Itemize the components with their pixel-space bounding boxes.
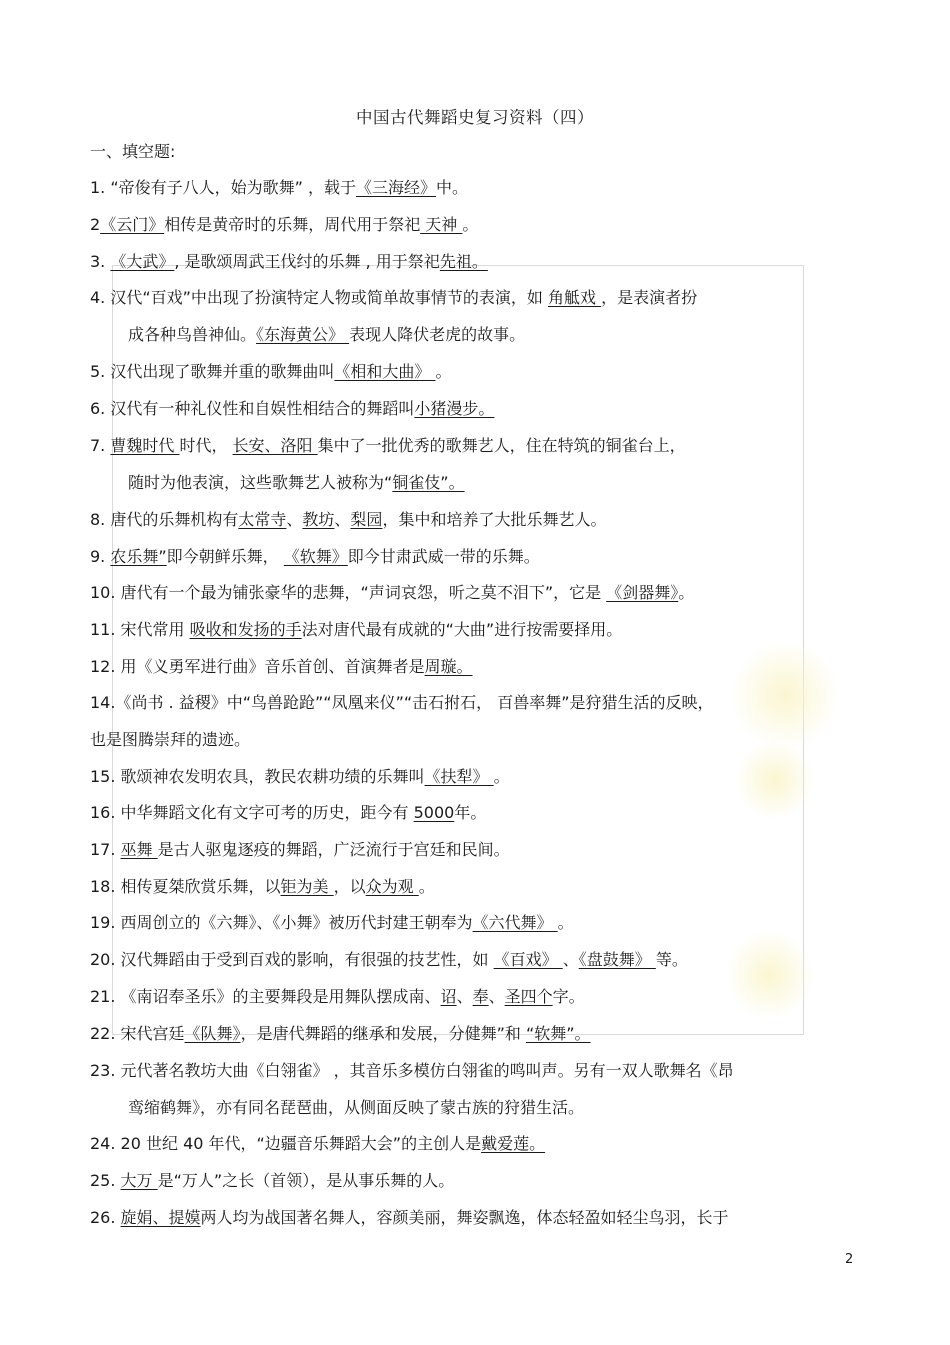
question-text: 年。 [454,803,487,822]
answer-blank: 《队舞》 [184,1024,241,1043]
decorative-glow [735,740,815,820]
question-text: ，集中和培养了大批乐舞艺人。 [382,510,607,529]
question-line [90,214,478,236]
question-text: 15. 歌颂神农发明农具，教民农耕功绩的乐舞叫 [90,767,425,786]
answer-blank: 角觝戏 [548,288,602,307]
answer-blank: 《三海经》 [356,178,437,197]
question-line [90,619,622,641]
question-text: 也是图腾崇拜的遗迹。 [90,730,251,749]
question-text: 14.《尚书 . 益稷》中“鸟兽跄跄”“凤凰来仪”“击石拊石， 百兽率舞”是狩猎生活的反映， [90,693,714,712]
question-line [128,1097,584,1119]
question-text: 法对唐代最有成就的“大曲”进行按需要择用。 [301,620,623,639]
answer-blank: 铜雀伎”。 [392,473,465,492]
question-text: 鸾缩鹤舞》，亦有同名琵琶曲，从侧面反映了蒙古族的狩猎生活。 [128,1098,585,1117]
question-text: 时代， [179,436,233,455]
answer-blank: 《大武》 [110,252,175,271]
question-text: 。 [493,767,510,786]
answer-blank: 《百戏》 [493,950,563,969]
question-text: 7. [90,436,111,455]
answer-blank: 《软舞》 [283,547,348,566]
question-text: 16. 中华舞蹈文化有文字可考的历史，距今有 [90,803,414,822]
question-text: 24. 20 世纪 40 年代，“边疆音乐舞蹈大会”的主创人是 [90,1134,482,1153]
answer-blank: 5000 [413,803,455,822]
question-text: 。 [418,877,435,896]
question-text: 即今朝鲜乐舞， [166,547,284,566]
question-line [90,692,714,714]
question-line [90,802,486,824]
answer-blank: 太常寺 [238,510,287,529]
question-text: 4. 汉代“百戏”中出现了扮演特定人物或简单故事情节的表演，如 [90,288,549,307]
question-line [90,912,574,934]
question-line [90,177,468,199]
question-line [90,1023,591,1045]
question-text: 25. [90,1171,121,1190]
question-text: 21. 《南诏奉圣乐》的主要舞段是用舞队摆成南、 [90,987,441,1006]
answer-blank: 《云门》 [100,215,165,234]
answer-blank: 巫舞 [120,840,158,859]
question-text: 10. 唐代有一个最为铺张豪华的悲舞，“声词哀怨，听之莫不泪下”，它是 [90,583,607,602]
question-text: 12. 用《义勇军进行曲》音乐首创、首演舞者是 [90,657,425,676]
question-text: 相传是黄帝时的乐舞，周代用于祭祀 [164,215,421,234]
question-line [128,472,465,494]
question-line [90,509,606,531]
question-line [90,876,435,898]
question-text: 、 [286,510,303,529]
answer-blank: 《东海黄公》 [256,325,350,344]
question-text: 23. 元代著名教坊大曲《白翎雀》 ，其音乐多模仿白翎雀的鸣叫声。另有一双人歌舞名《昂 [90,1061,734,1080]
answer-blank: 周璇。 [424,657,473,676]
answer-blank: 梨园 [350,510,383,529]
question-line [90,1207,729,1229]
question-text: 成各种鸟兽神仙。 [128,325,257,344]
question-line [90,361,451,383]
answer-blank: 《扶犁》 [424,767,494,786]
answer-blank: 教坊 [302,510,335,529]
answer-blank: 诏 [440,987,457,1006]
question-text: 即今甘肃武威一带的乐舞。 [347,547,540,566]
question-line [90,582,694,604]
answer-blank: 小猪漫步。 [414,399,495,418]
question-line [90,287,697,309]
answer-blank: 钜为美 [280,877,334,896]
question-text: 。 [435,362,452,381]
question-text: 中。 [436,178,469,197]
question-line [90,949,688,971]
question-text: , 是歌颂周武王伐纣的乐舞 , 用于祭祀 [174,252,440,271]
question-line [90,1133,545,1155]
question-text: 随时为他表演，这些歌舞艺人被称为“ [128,473,393,492]
question-text: 9. [90,547,111,566]
question-text: 26. [90,1208,121,1227]
answer-blank: 圣四个 [504,987,553,1006]
question-line [90,1170,454,1192]
question-text: ，以 [333,877,366,896]
section-heading: 一、填空题: [90,142,176,161]
question-text: 、 [488,987,505,1006]
question-line [90,729,250,751]
question-text: 5. 汉代出现了歌舞并重的歌舞曲叫 [90,362,335,381]
question-text: 11. 宋代常用 [90,620,190,639]
answer-blank: 戴爱莲。 [481,1134,546,1153]
question-text: 是古人驱鬼逐疫的舞蹈，广泛流行于宫廷和民间。 [157,840,510,859]
question-line [90,766,510,788]
question-text: 等。 [655,950,688,969]
question-text: 2 [90,215,101,234]
answer-blank: 《剑器舞》 [606,583,679,602]
document-title: 中国古代舞蹈史复习资料（四） [356,108,594,127]
question-text: 20. 汉代舞蹈由于受到百戏的影响，有很强的技艺性，如 [90,950,494,969]
question-text: 17. [90,840,121,859]
question-text: ，是表演者扮 [601,288,698,307]
question-text: 3. [90,252,111,271]
answer-blank: 天神 [420,215,463,234]
question-line [90,839,510,861]
question-line [90,251,488,273]
answer-blank: 《盘鼓舞》 [578,950,656,969]
answer-blank: 大万 [120,1171,158,1190]
question-text: 18. 相传夏桀欣赏乐舞，以 [90,877,281,896]
answer-blank: 先祖。 [439,252,488,271]
question-line [90,546,540,568]
answer-blank: “软舞”。 [525,1024,591,1043]
question-text: 19. 西周创立的《六舞》、《小舞》被历代封建王朝奉为 [90,913,473,932]
page-number: 2 [845,1252,854,1267]
question-line [90,398,494,420]
question-text: 。 [557,913,574,932]
question-line [90,435,686,457]
question-text: 是“万人”之长（首领），是从事乐舞的人。 [157,1171,455,1190]
question-line [90,656,473,678]
question-text: 集中了一批优秀的歌舞艺人，住在特筑的铜雀台上， [317,436,686,455]
question-text: 22. 宋代宫廷 [90,1024,185,1043]
question-text: 6. 汉代有一种礼仪性和自娱性相结合的舞蹈叫 [90,399,415,418]
answer-blank: 《相和大曲》 [334,362,436,381]
question-text: 、 [562,950,579,969]
answer-blank: 众为观 [365,877,419,896]
question-text: 1. “帝俊有子八人，始为歌舞” ，载于 [90,178,357,197]
answer-blank: 农乐舞” [110,547,167,566]
question-text: 、 [456,987,473,1006]
decorative-glow [725,930,815,1020]
question-line [90,1060,734,1082]
answer-blank: 曹魏时代 [110,436,180,455]
question-text: 表现人降伏老虎的故事。 [349,325,526,344]
question-text: 两人均为战国著名舞人，容颜美丽，舞姿飘逸，体态轻盈如轻尘鸟羽，长于 [200,1208,729,1227]
question-text: 。 [462,215,479,234]
question-text: ，是唐代舞蹈的继承和发展，分健舞”和 [240,1024,526,1043]
answer-blank: 《六代舞》 [472,913,558,932]
question-text: 。 [678,583,695,602]
answer-blank: 吸收和发扬的手 [189,620,302,639]
question-line [128,324,525,346]
question-text: 字。 [552,987,585,1006]
answer-blank: 旋娟、提嫫 [120,1208,201,1227]
question-text: 8. 唐代的乐舞机构有 [90,510,239,529]
question-line [90,986,585,1008]
answer-blank: 奉 [472,987,489,1006]
question-text: 、 [334,510,351,529]
answer-blank: 长安、洛阳 [232,436,318,455]
decorative-glow [730,640,840,750]
